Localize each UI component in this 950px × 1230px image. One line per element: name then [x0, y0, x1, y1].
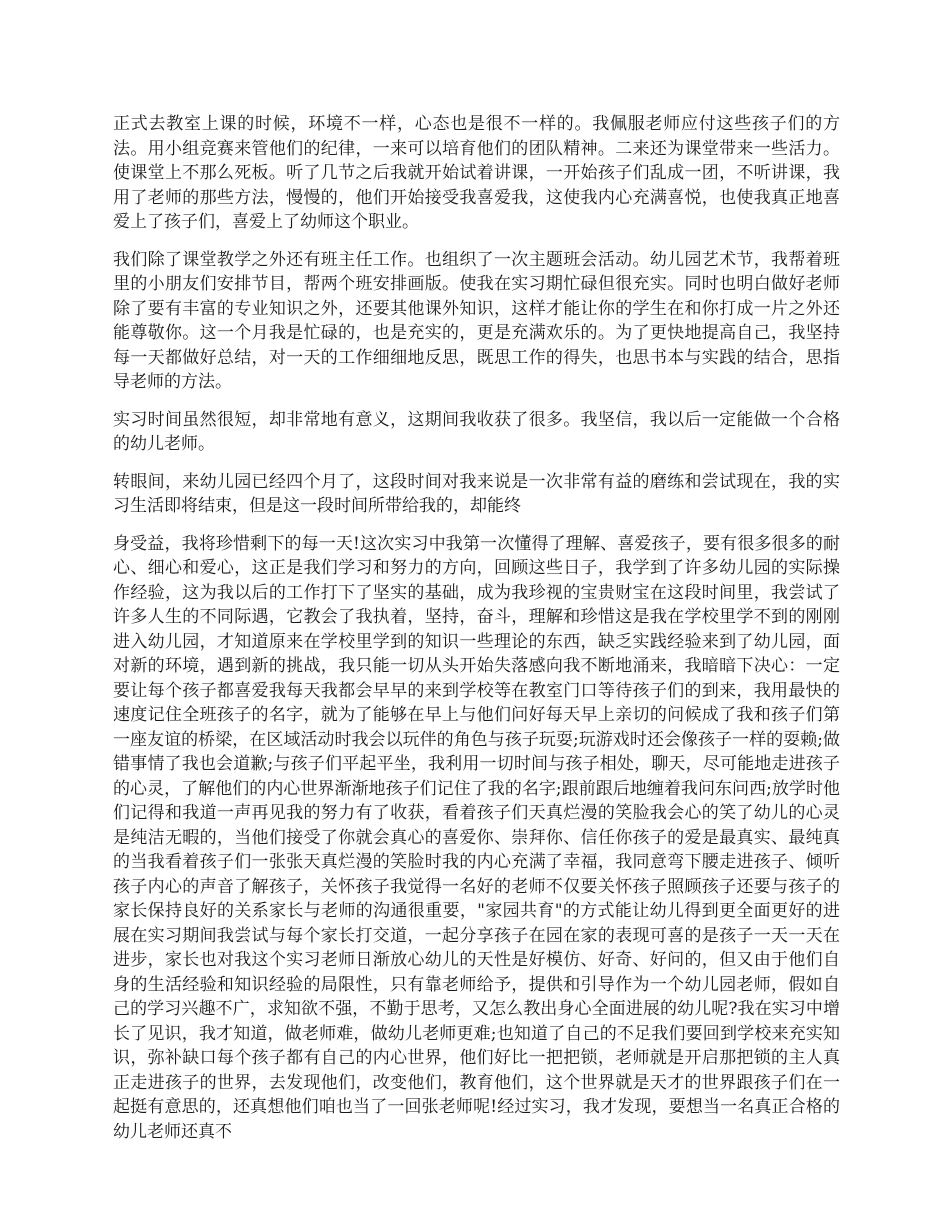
document-body	[113, 112, 840, 1157]
paragraph-5: 身受益，我将珍惜剩下的每一天!这次实习中我第一次懂得了理解、喜爱孩子，要有很多很多的耐心、细心和爱心，这正是我们学习和努力的方向，回顾这些日子，我学到了许多幼儿园的实际操作经验，这为我以后的工作打下了坚实的基础，成为我珍视的宝贵财宝在这段时间里，我尝试了许多人生的不同际遇，它教会了我执着，坚持，奋斗，理解和珍惜这是我在学校里学不到的刚刚进入幼儿园，才知道原来在学校里学到的知识一些理论的东西，缺乏实践经验来到了幼儿园，面对新的环境，遇到新的挑战，我只能一切从头开始失落感向我不断地涌来，我暗暗下决心：一定要让每个孩子都喜爱我每天我都会早早的来到学校等在教室门口等待孩子们的到来，我用最快的速度记住全班孩子的名字，就为了能够在早上与他们问好每天早上亲切的问候成了我和孩子们第一座友谊的桥梁，在区域活动时我会以玩伴的角色与孩子玩耍;玩游戏时还会像孩子一样的耍赖;做错事情了我也会道歉;与孩子们平起平坐，我利用一切时间与孩子相处，聊天，尽可能地走进孩子的心灵，了解他们的内心世界渐渐地孩子们记住了我的名字;跟前跟后地缠着我问东问西;放学时他们记得和我道一声再见我的努力有了收获，看着孩子们天真烂漫的笑脸我会心的笑了幼儿的心灵是纯洁无暇的，当他们接受了你就会真心的喜爱你、崇拜你、信任你孩子的爱是最真实、最纯真的当我看着孩子们一张张天真烂漫的笑脸时我的内心充满了幸福，我同意弯下腰走进孩子、倾听孩子内心的声音了解孩子，关怀孩子我觉得一名好的老师不仅要关怀孩子照顾孩子还要与孩子的家长保持良好的关系家长与老师的沟通很重要，"家园共育"的方式能让幼儿得到更全面更好的进展在实习期间我尝试与每个家长打交道，一起分享孩子在园在家的表现可喜的是孩子一天一天在进步，家长也对我这个实习老师日渐放心幼儿的天性是好模仿、好奇、好问的，但又由于他们自身的生活经验和知识经验的局限性，只有靠老师给予，提供和引导作为一个幼儿园老师，假如自己的学习兴趣不广，求知欲不强，不勤于思考，又怎么教出身心全面进展的幼儿呢?我在实习中增长了见识，我才知道，做老师难，做幼儿老师更难;也知道了自己的不足我们要回到学校来充实知识，弥补缺口每个孩子都有自己的内心世界，他们好比一把把锁，老师就是开启那把锁的主人真正走进孩子的世界，去发现他们，改变他们，教育他们，这个世界就是天才的世界跟孩子们在一起挺有意思的，还真想他们咱也当了一回张老师呢!经过实习，我才发现，要想当一名真正合格的幼儿老师还真不	[113, 533, 840, 1142]
paragraph-4: 转眼间，来幼儿园已经四个月了，这段时间对我来说是一次非常有益的磨练和尝试现在，我的实习生活即将结束，但是这一段时间所带给我的，却能终	[113, 471, 840, 516]
paragraph-1: 正式去教室上课的时候，环境不一样，心态也是很不一样的。我佩服老师应付这些孩子们的方法。用小组竞赛来管他们的纪律，一来可以培育他们的团队精神。二来还为课堂带来一些活力。使课堂上不那么死板。听了几节之后我就开始试着讲课，一开始孩子们乱成一团，不听讲课，我用了老师的那些方法，慢慢的，他们开始接受我喜爱我，这使我内心充满喜悦，也使我真正地喜爱上了孩子们，喜爱上了幼师这个职业。	[113, 114, 840, 232]
paragraph-3: 实习时间虽然很短，却非常地有意义，这期间我收获了很多。我坚信，我以后一定能做一个合格的幼儿老师。	[113, 409, 840, 454]
paragraph-2: 我们除了课堂教学之外还有班主任工作。也组织了一次主题班会活动。幼儿园艺术节，我帮着班里的小朋友们安排节目，帮两个班安排画版。使我在实习期忙碌但很充实。同时也明白做好老师除了要有丰富的专业知识之外，还要其他课外知识，这样才能让你的学生在和你打成一片之外还能尊敬你。这一个月我是忙碌的，也是充实的，更是充满欢乐的。为了更快地提高自己，我坚持每一天都做好总结，对一天的工作细细地反思，既思工作的得失，也思书本与实践的结合，思指导老师的方法。	[113, 249, 840, 392]
